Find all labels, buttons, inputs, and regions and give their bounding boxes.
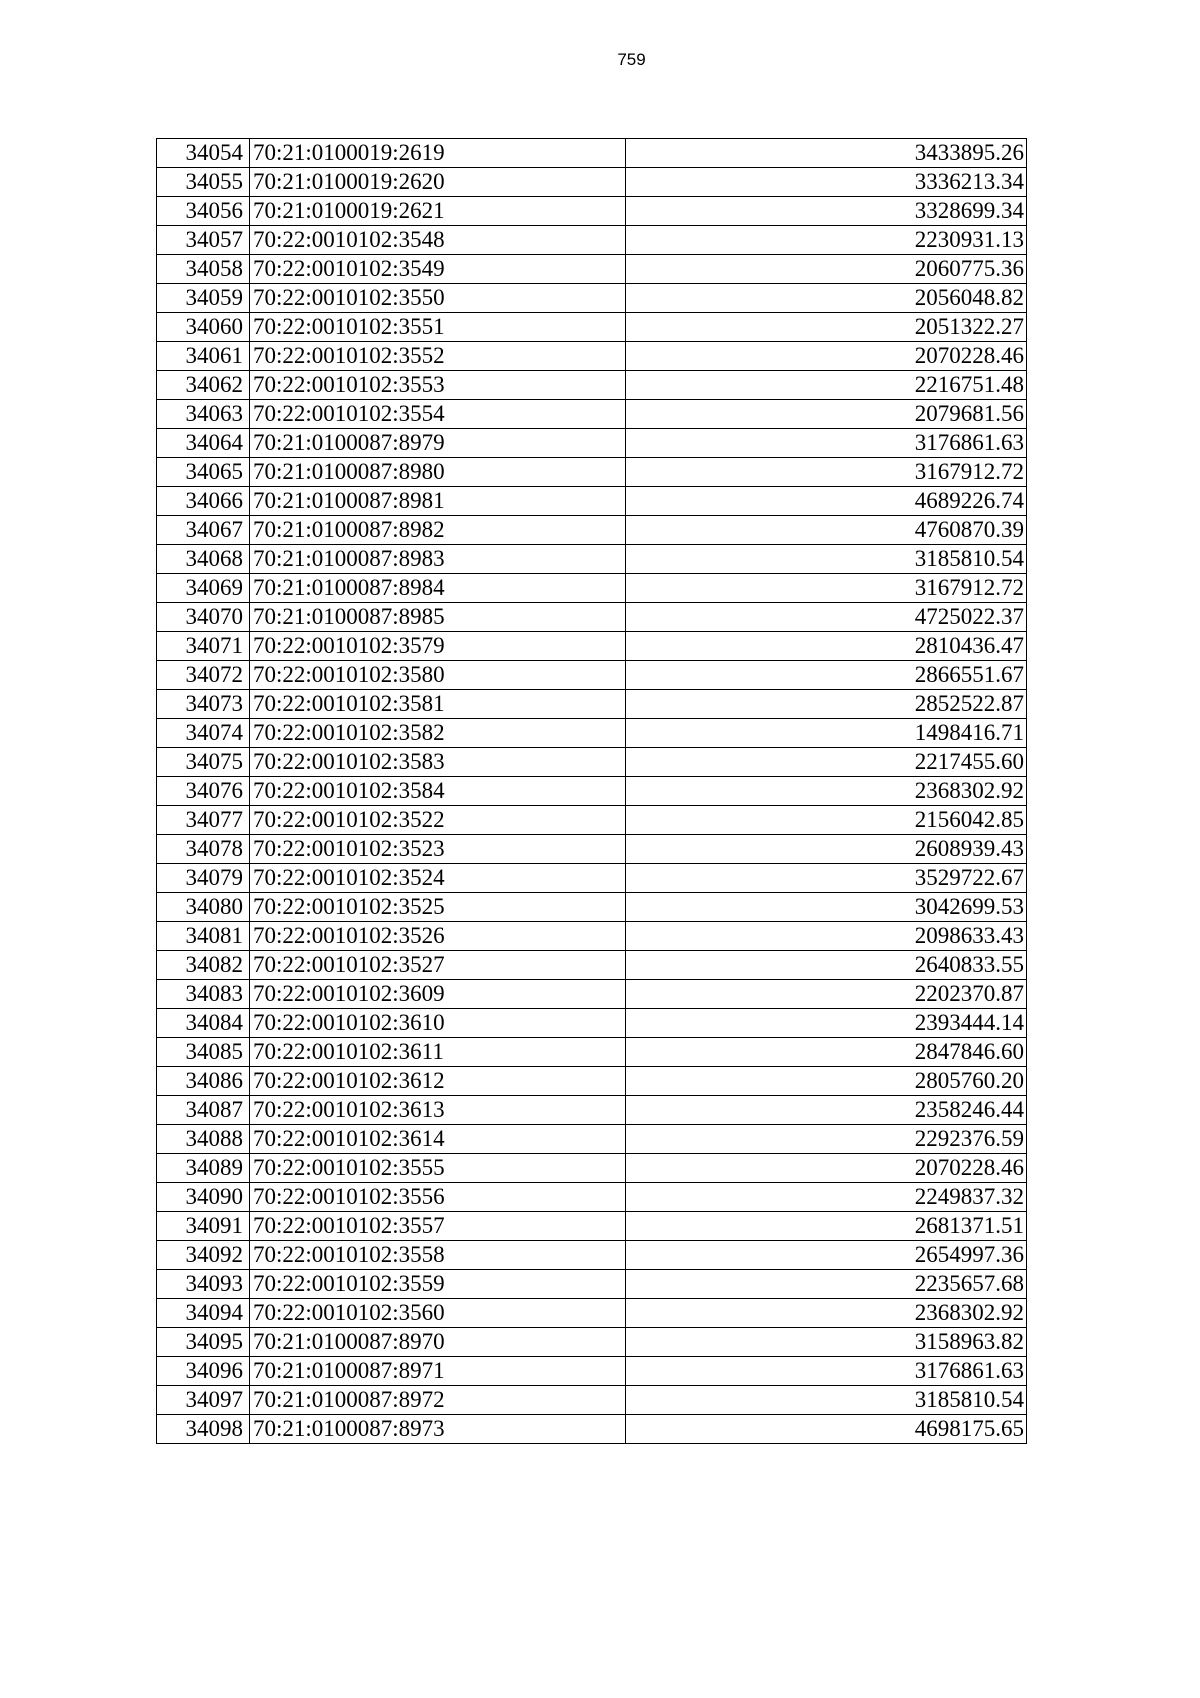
cadastral-number-cell: 70:22:0010102:3556 [250,1183,626,1212]
cadastral-value-cell: 2810436.47 [626,632,1027,661]
table-row [157,1096,1027,1125]
table-row [157,197,1027,226]
cadastral-number-cell: 70:21:0100087:8984 [250,574,626,603]
row-number-cell: 34094 [157,1299,250,1328]
cadastral-value-cell: 3328699.34 [626,197,1027,226]
cadastral-value-cell: 2368302.92 [626,777,1027,806]
cadastral-number-cell: 70:22:0010102:3613 [250,1096,626,1125]
table-row [157,1357,1027,1386]
table-row [157,661,1027,690]
table-row [157,748,1027,777]
row-number-cell: 34079 [157,864,250,893]
cadastral-value-cell: 2056048.82 [626,284,1027,313]
row-number-cell: 34085 [157,1038,250,1067]
cadastral-number-cell: 70:22:0010102:3551 [250,313,626,342]
table-row [157,893,1027,922]
cadastral-number-cell: 70:21:0100019:2619 [250,139,626,168]
row-number-cell: 34055 [157,168,250,197]
cadastral-value-cell: 3042699.53 [626,893,1027,922]
table-row [157,951,1027,980]
cadastral-value-cell: 3176861.63 [626,1357,1027,1386]
table-row [157,632,1027,661]
cadastral-number-cell: 70:22:0010102:3558 [250,1241,626,1270]
row-number-cell: 34066 [157,487,250,516]
cadastral-number-cell: 70:22:0010102:3559 [250,1270,626,1299]
cadastral-number-cell: 70:21:0100087:8979 [250,429,626,458]
row-number-cell: 34083 [157,980,250,1009]
cadastral-value-cell: 2230931.13 [626,226,1027,255]
cadastral-number-cell: 70:22:0010102:3524 [250,864,626,893]
row-number-cell: 34061 [157,342,250,371]
table-row [157,980,1027,1009]
table-row [157,1386,1027,1415]
table-row [157,429,1027,458]
cadastral-value-cell: 2866551.67 [626,661,1027,690]
table-row [157,400,1027,429]
cadastral-number-cell: 70:22:0010102:3612 [250,1067,626,1096]
cadastral-value-cell: 2070228.46 [626,1154,1027,1183]
table-row [157,719,1027,748]
table-row [157,777,1027,806]
row-number-cell: 34095 [157,1328,250,1357]
row-number-cell: 34086 [157,1067,250,1096]
table-row [157,864,1027,893]
cadastral-value-cell: 2608939.43 [626,835,1027,864]
cadastral-number-cell: 70:22:0010102:3582 [250,719,626,748]
cadastral-number-cell: 70:22:0010102:3610 [250,1009,626,1038]
cadastral-value-cell: 1498416.71 [626,719,1027,748]
table-row [157,516,1027,545]
table-row [157,1038,1027,1067]
cadastral-number-cell: 70:22:0010102:3554 [250,400,626,429]
cadastral-number-cell: 70:21:0100087:8972 [250,1386,626,1415]
row-number-cell: 34078 [157,835,250,864]
cadastral-value-cell: 3176861.63 [626,429,1027,458]
cadastral-value-cell: 3336213.34 [626,168,1027,197]
row-number-cell: 34092 [157,1241,250,1270]
cadastral-value-cell: 4725022.37 [626,603,1027,632]
row-number-cell: 34076 [157,777,250,806]
table-body [157,139,1027,1444]
table-row [157,371,1027,400]
row-number-cell: 34062 [157,371,250,400]
row-number-cell: 34084 [157,1009,250,1038]
table-row [157,342,1027,371]
cadastral-value-cell: 2292376.59 [626,1125,1027,1154]
table-row [157,835,1027,864]
cadastral-number-cell: 70:22:0010102:3583 [250,748,626,777]
cadastral-value-cell: 2249837.32 [626,1183,1027,1212]
cadastral-value-cell: 3433895.26 [626,139,1027,168]
table-row [157,1415,1027,1444]
cadastral-value-cell: 2235657.68 [626,1270,1027,1299]
row-number-cell: 34093 [157,1270,250,1299]
cadastral-value-cell: 4698175.65 [626,1415,1027,1444]
table-row [157,603,1027,632]
row-number-cell: 34090 [157,1183,250,1212]
row-number-cell: 34080 [157,893,250,922]
cadastral-number-cell: 70:21:0100087:8985 [250,603,626,632]
row-number-cell: 34073 [157,690,250,719]
table-row [157,226,1027,255]
page-number: 759 [617,50,646,69]
cadastral-value-cell: 2216751.48 [626,371,1027,400]
table-row [157,574,1027,603]
cadastral-value-cell: 2368302.92 [626,1299,1027,1328]
row-number-cell: 34068 [157,545,250,574]
row-number-cell: 34069 [157,574,250,603]
cadastral-number-cell: 70:22:0010102:3550 [250,284,626,313]
table-row [157,1067,1027,1096]
cadastral-value-cell: 3158963.82 [626,1328,1027,1357]
row-number-cell: 34067 [157,516,250,545]
cadastral-value-cell: 2805760.20 [626,1067,1027,1096]
cadastral-value-cell: 2079681.56 [626,400,1027,429]
row-number-cell: 34054 [157,139,250,168]
cadastral-value-cell: 2060775.36 [626,255,1027,284]
table-row [157,806,1027,835]
cadastral-value-cell: 2217455.60 [626,748,1027,777]
cadastral-number-cell: 70:22:0010102:3553 [250,371,626,400]
row-number-cell: 34070 [157,603,250,632]
table-row [157,458,1027,487]
cadastral-value-cell: 2098633.43 [626,922,1027,951]
cadastral-number-cell: 70:21:0100087:8971 [250,1357,626,1386]
cadastral-number-cell: 70:22:0010102:3549 [250,255,626,284]
row-number-cell: 34097 [157,1386,250,1415]
table-row [157,1241,1027,1270]
cadastral-value-cell: 3529722.67 [626,864,1027,893]
cadastral-value-cell: 2654997.36 [626,1241,1027,1270]
cadastral-value-cell: 2051322.27 [626,313,1027,342]
table-row [157,1270,1027,1299]
table-row [157,255,1027,284]
cadastral-value-cell: 2070228.46 [626,342,1027,371]
row-number-cell: 34058 [157,255,250,284]
table-row [157,922,1027,951]
table-row [157,690,1027,719]
cadastral-value-cell: 4689226.74 [626,487,1027,516]
table-row [157,1009,1027,1038]
cadastral-number-cell: 70:22:0010102:3611 [250,1038,626,1067]
cadastral-number-cell: 70:22:0010102:3584 [250,777,626,806]
cadastral-number-cell: 70:22:0010102:3557 [250,1212,626,1241]
cadastral-number-cell: 70:21:0100087:8973 [250,1415,626,1444]
cadastral-number-cell: 70:22:0010102:3526 [250,922,626,951]
cadastral-value-cell: 2640833.55 [626,951,1027,980]
row-number-cell: 34071 [157,632,250,661]
row-number-cell: 34082 [157,951,250,980]
table-row [157,1125,1027,1154]
cadastral-value-cell: 2202370.87 [626,980,1027,1009]
cadastral-value-cell: 3167912.72 [626,574,1027,603]
row-number-cell: 34088 [157,1125,250,1154]
cadastral-value-cell: 2852522.87 [626,690,1027,719]
cadastral-value-cell: 4760870.39 [626,516,1027,545]
table-row [157,487,1027,516]
cadastral-number-cell: 70:21:0100087:8983 [250,545,626,574]
cadastral-number-cell: 70:21:0100087:8980 [250,458,626,487]
row-number-cell: 34065 [157,458,250,487]
row-number-cell: 34089 [157,1154,250,1183]
row-number-cell: 34060 [157,313,250,342]
row-number-cell: 34059 [157,284,250,313]
cadastral-value-cell: 2681371.51 [626,1212,1027,1241]
cadastral-number-cell: 70:22:0010102:3579 [250,632,626,661]
cadastral-number-cell: 70:22:0010102:3560 [250,1299,626,1328]
table-row [157,168,1027,197]
row-number-cell: 34074 [157,719,250,748]
cadastral-value-cell: 2847846.60 [626,1038,1027,1067]
cadastral-number-cell: 70:21:0100019:2620 [250,168,626,197]
cadastral-value-cell: 3185810.54 [626,1386,1027,1415]
table-row [157,1183,1027,1212]
row-number-cell: 34072 [157,661,250,690]
table-row [157,1328,1027,1357]
row-number-cell: 34064 [157,429,250,458]
table-row [157,139,1027,168]
cadastral-value-cell: 2358246.44 [626,1096,1027,1125]
row-number-cell: 34077 [157,806,250,835]
cadastral-number-cell: 70:22:0010102:3552 [250,342,626,371]
row-number-cell: 34063 [157,400,250,429]
row-number-cell: 34057 [157,226,250,255]
cadastral-value-cell: 3167912.72 [626,458,1027,487]
cadastral-value-table [156,138,1027,1444]
row-number-cell: 34075 [157,748,250,777]
row-number-cell: 34096 [157,1357,250,1386]
row-number-cell: 34087 [157,1096,250,1125]
row-number-cell: 34056 [157,197,250,226]
cadastral-number-cell: 70:22:0010102:3525 [250,893,626,922]
table-row [157,1299,1027,1328]
cadastral-number-cell: 70:22:0010102:3523 [250,835,626,864]
cadastral-number-cell: 70:22:0010102:3522 [250,806,626,835]
cadastral-number-cell: 70:22:0010102:3614 [250,1125,626,1154]
cadastral-number-cell: 70:21:0100087:8970 [250,1328,626,1357]
cadastral-number-cell: 70:22:0010102:3580 [250,661,626,690]
cadastral-number-cell: 70:21:0100087:8982 [250,516,626,545]
table-row [157,284,1027,313]
table-row [157,1212,1027,1241]
cadastral-number-cell: 70:22:0010102:3581 [250,690,626,719]
cadastral-number-cell: 70:22:0010102:3609 [250,980,626,1009]
row-number-cell: 34081 [157,922,250,951]
cadastral-value-cell: 2156042.85 [626,806,1027,835]
row-number-cell: 34098 [157,1415,250,1444]
cadastral-number-cell: 70:22:0010102:3527 [250,951,626,980]
cadastral-number-cell: 70:21:0100019:2621 [250,197,626,226]
table-row [157,1154,1027,1183]
table-row [157,545,1027,574]
cadastral-number-cell: 70:22:0010102:3555 [250,1154,626,1183]
cadastral-number-cell: 70:22:0010102:3548 [250,226,626,255]
cadastral-value-cell: 2393444.14 [626,1009,1027,1038]
cadastral-number-cell: 70:21:0100087:8981 [250,487,626,516]
table-row [157,313,1027,342]
row-number-cell: 34091 [157,1212,250,1241]
cadastral-value-cell: 3185810.54 [626,545,1027,574]
